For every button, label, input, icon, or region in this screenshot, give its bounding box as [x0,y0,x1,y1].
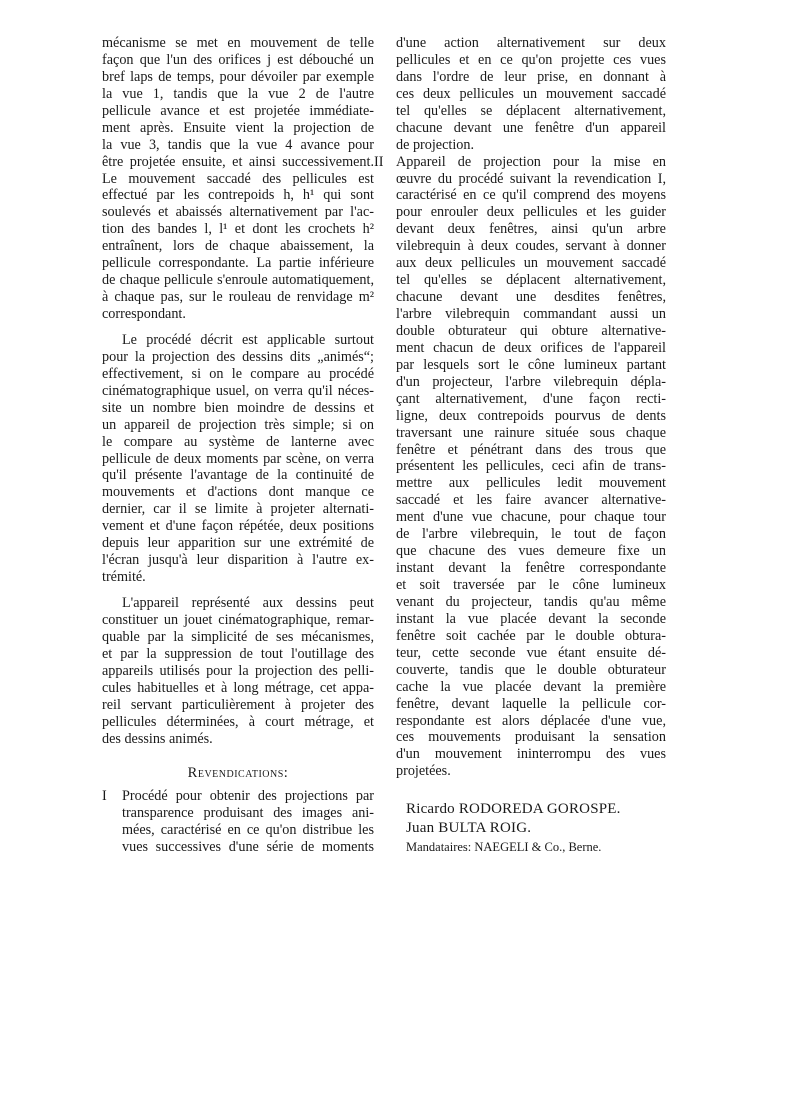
text-line: Appareil de projection pour la mise en [396,153,666,170]
text-line: site un nombre bien moindre de dessins et [102,399,374,416]
text-line: façon que l'un des orifices j est débouché un [102,51,374,68]
claim-1 [102,788,374,856]
text-line: de chaque pellicule s'enroule automatiquement, [102,272,374,289]
text-line: aux deux pellicules un mouvement saccadé [396,255,666,272]
text-line: mouvements et d'actions dont manque ce [102,484,374,501]
text-line: teur, cette seconde vue étant ensuite dé- [396,644,666,661]
text-line: ment après. Ensuite vient la projection de [102,119,374,136]
text-line: Le mouvement saccadé des pellicules est [102,170,374,187]
text-line: projetées. [396,763,451,780]
claims-heading: Revendications: [187,765,289,782]
right-column [374,35,666,857]
text-line: ligne, deux contrepoids pourvus de dents [396,407,666,424]
text-line: chacune devant une desdites fenêtres, [396,289,666,306]
claim-2 [374,153,666,781]
text-line: tion des bandes l, l¹ et dont les crochets h² [102,221,374,238]
text-line: quable par la simplicité de ses mécanismes, [102,628,374,645]
text-line: pour enrouler deux pellicules et les guider [396,204,666,221]
text-line: la vue 3, tandis que la vue 4 avance pour [102,136,374,153]
text-line: constituer un jouet cinématographique, remar- [102,611,374,628]
text-line: dans l'ordre de leur prise, en donnant à [396,68,666,85]
text-line: œuvre du procédé suivant la revendication I, [396,170,666,187]
text-line: L'appareil représenté aux dessins peut [122,595,374,611]
text-line: traversant une rainure située sous chaque [396,424,666,441]
text-line: devant deux fenêtres, ainsi qu'un arbre [396,221,666,238]
text-line: ces deux pellicules un mouvement saccadé [396,85,666,102]
text-line: fenêtre, devant laquelle la pellicule cor- [396,695,666,712]
signature-block [396,800,666,857]
text-line: respondante est alors déplacée d'une vue, [396,712,666,729]
text-line: instant la vue placée devant la seconde [396,610,666,627]
text-line: cache la vue placée devant la première [396,678,666,695]
text-line: ment d'une vue chacune, pour chaque tour [396,509,666,526]
text-line: fenêtre et pénétrant dans des trous que [396,441,666,458]
text-line: d'un mouvement ininterrompu des vues [396,746,666,763]
text-line: transparence produisant des images ani- [122,805,374,822]
text-line: pellicule correspondante. La partie inférieure [102,255,374,272]
text-line: vement et d'une façon répétée, deux positions [102,518,374,535]
inventor-signature: Ricardo RODOREDA GOROSPE. [406,801,621,818]
text-line: çant alternativement, d'une façon recti- [396,390,666,407]
text-line: pellicule de deux moments par scène, on verra [102,450,374,467]
text-line: ces mouvements produisant la sensation [396,729,666,746]
text-line: d'une action alternativement sur deux [396,35,666,51]
text-line: entraînent, lors de chaque abaissement, la [102,238,374,255]
text-line: appareils utilisés pour la projection des pelli- [102,662,374,679]
paragraph-toy-apparatus [102,595,374,747]
inventor-signature: Juan BULTA ROIG. [406,820,532,837]
text-line: soulevés et abaissés alternativement par l'ac- [102,204,374,221]
text-line: l'écran jusqu'à leur disparition à l'autre ex- [102,552,374,569]
text-line: depuis leur apparition sur une extrémité de [102,535,374,552]
text-line: trémité. [102,569,146,586]
text-line: mettre aux pellicules ledit mouvement [396,475,666,492]
text-line: chacune devant une fenêtre d'un appareil [396,119,666,136]
text-line: par lesquels sort le cône lumineux partant [396,356,666,373]
claim-number: I [102,788,107,805]
text-line: la vue 1, tandis que la vue 2 de l'autre [102,85,374,102]
patent-agent: Mandataires: NAEGELI & Co., Berne. [406,840,602,855]
text-line: couverte, tandis que le double obturateur [396,661,666,678]
text-line: caractérisé en ce qu'il comprend des moyens [396,187,666,204]
text-line: Le procédé décrit est applicable surtout [122,331,374,348]
text-line: tel qu'elles se déplacent alternativement, [396,272,666,289]
claim-number: II [374,153,384,170]
text-line: cinématographique usuel, on verra qu'il néces- [102,382,374,399]
text-line: présentent les pellicules, ceci afin de trans- [396,458,666,475]
text-line: être projetée ensuite, et ainsi successivement. [102,153,374,170]
text-line: mées, caractérisé en ce qu'on distribue les [122,822,374,839]
text-line: correspondant. [102,306,186,322]
text-line: cules habituelles et à long métrage, cet appa- [102,679,374,696]
paragraph-gap [102,323,374,332]
text-line: mécanisme se met en mouvement de telle [102,35,374,51]
text-line: des dessins animés. [102,730,213,747]
text-line: Procédé pour obtenir des projections par [122,788,374,805]
text-line: de l'arbre vilebrequin, le tout de façon [396,526,666,543]
text-line: le compare au système de lanterne avec [102,433,374,450]
text-line: pellicules et en ce qu'on projette ces vues [396,51,666,68]
paragraph-mechanism [102,35,374,323]
text-line: l'arbre vilebrequin commandant aussi un [396,306,666,322]
claim-1-continued [396,35,666,154]
text-line: venant du projecteur, tandis qu'au même [396,593,666,610]
left-column [102,35,374,856]
text-line: à chaque pas, sur le rouleau de renvidage m² [102,289,374,306]
text-line: reil servant particulièrement à projeter des [102,696,374,713]
text-line: vilebrequin à deux coudes, servant à donner [396,238,666,255]
text-line: pellicules déterminées, à court métrage, et [102,713,374,730]
text-line: ment chacun de deux orifices de l'appareil [396,339,666,356]
text-line: fenêtre soit cachée par le double obtura- [396,627,666,644]
text-line: pour la projection des dessins dits „animés“; [102,348,374,365]
text-line: vues successives d'une série de moments [122,839,374,856]
text-line: dernier, car il se limite à projeter alternati- [102,501,374,518]
text-line: un appareil de projection très simple; si on [102,416,374,433]
text-line: de projection. [396,136,475,153]
text-line: qu'il présente l'avantage de la continuité de [102,467,374,484]
paragraph-application [102,332,374,586]
text-line: effectivement, si on le compare au procédé [102,365,374,382]
text-line: que chacune des vues demeure fixe un [396,543,666,560]
text-line: effectué par les contrepoids h, h¹ qui sont [102,187,374,204]
text-line: et par la suppression de tout l'outillage des [102,645,374,662]
text-line: double obturateur qui obture alternative- [396,322,666,339]
text-line: et soit traversée par le cône lumineux [396,577,666,593]
text-line: instant devant la fenêtre correspondante [396,560,666,577]
text-line: pellicule avance et est projetée immédiate- [102,102,374,119]
text-line: saccadé et les faire avancer alternative- [396,492,666,509]
text-line: d'un projecteur, l'arbre vilebrequin dépla- [396,373,666,390]
text-line: tel qu'elles se déplacent alternativement, [396,102,666,119]
text-line: bref laps de temps, pour dévoiler par exemple [102,68,374,85]
paragraph-gap [102,586,374,595]
